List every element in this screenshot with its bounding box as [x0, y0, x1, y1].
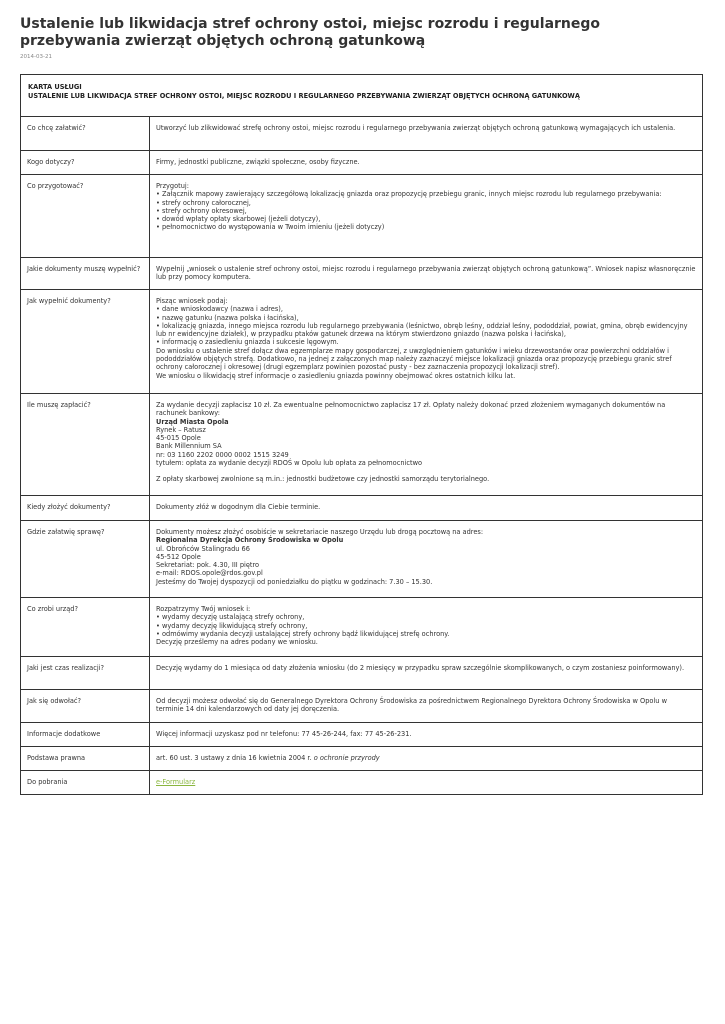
row-appeal — [21, 690, 702, 723]
row-label: Co chcę załatwić? — [21, 117, 150, 150]
row-value — [150, 290, 702, 393]
publish-date: 2014-03-21 — [20, 54, 52, 60]
row-label: Jak wypełnić dokumenty? — [21, 290, 150, 393]
row-info — [21, 723, 702, 747]
row-value: Decyzję wydamy do 1 miesiąca od daty złożenia wniosku (do 2 miesięcy w przypadku spraw szczególnie skomplikowanych, o czym zostaniesz poinformowany). — [156, 664, 685, 672]
row-payment — [21, 394, 702, 496]
list-item: • nazwę gatunku (nazwa polska i łacińska), — [156, 313, 299, 322]
list-item: • strefy ochrony całorocznej, — [156, 198, 251, 207]
office-secretariat: Sekretariat: pok. 4.30, III piętro — [156, 561, 260, 570]
row-value — [150, 598, 702, 656]
service-card — [20, 74, 703, 795]
legal-act-title: o ochronie przyrody — [313, 754, 380, 762]
row-label: Gdzie załatwię sprawę? — [21, 521, 150, 597]
text-line: Rozpatrzymy Twój wniosek i: — [156, 605, 251, 613]
card-header-title: USTALENIE LUB LIKWIDACJA STREF OCHRONY OSTOI, MIEJSC ROZRODU I REGULARNEGO PRZEBYWANIA ZWIERZĄT OBJĘTYCH OCHRONĄ GATUNKOWĄ — [28, 91, 580, 100]
payee-name: Urząd Miasta Opola — [156, 417, 229, 426]
row-how-fill — [21, 290, 702, 394]
row-download — [21, 771, 702, 794]
text-line: Pisząc wniosek podaj: — [156, 297, 228, 305]
text-line: Decyzję prześlemy na adres podany we wniosku. — [156, 638, 318, 647]
bank-name: Bank Millennium SA — [156, 442, 222, 451]
list-item: • wydamy decyzję ustalającą strefy ochrony, — [156, 613, 305, 622]
row-label: Jakie dokumenty muszę wypełnić? — [21, 258, 150, 289]
office-postcode: 45-512 Opole — [156, 552, 201, 561]
row-label: Co zrobi urząd? — [21, 598, 150, 656]
row-value: Więcej informacji uzyskasz pod nr telefonu: 77 45-26-244, fax: 77 45-26-231. — [156, 730, 412, 738]
row-documents — [21, 258, 702, 290]
row-label: Ile muszę zapłacić? — [21, 394, 150, 495]
row-value: Wypełnij „wniosek o ustalenie stref ochrony ostoi, miejsc rozrodu i regularnego przebywania zwierząt objętych ochroną gatunkową”. Wniosek napisz własnoręcznie lub przy pomocy komputera. — [156, 265, 696, 282]
payee-address: Rynek – Ratusz — [156, 425, 206, 434]
where-intro: Dokumenty możesz złożyć osobiście w sekretariacie naszego Urzędu lub drogą pocztową na adres: — [156, 528, 484, 536]
row-label: Kiedy złożyć dokumenty? — [21, 496, 150, 520]
row-label: Jaki jest czas realizacji? — [21, 657, 150, 689]
card-header — [21, 75, 702, 117]
transfer-title: tytułem: opłata za wydanie decyzji RDOŚ w Opolu lub opłata za pełnomocnictwo — [156, 459, 422, 468]
row-when — [21, 496, 702, 521]
list-item: • Załącznik mapowy zawierający szczegółową lokalizację gniazda oraz propozycję przebiegu granic, innych miejsc rozrodu lub regularnego przebywania: — [156, 190, 662, 199]
row-label: Podstawa prawna — [21, 747, 150, 770]
list-item: • odmówimy wydania decyzji ustalającej strefy ochrony bądź likwidującej strefę ochrony. — [156, 629, 450, 638]
office-name: Regionalna Dyrekcja Ochrony Środowiska w Opolu — [156, 536, 344, 545]
row-who — [21, 151, 702, 175]
row-value — [150, 747, 702, 770]
row-value — [150, 175, 702, 257]
fee-exemption: Z opłaty skarbowej zwolnione są m.in.: jednostki budżetowe czy jednostki samorządu terytorialnego. — [156, 475, 490, 484]
list-item: • pełnomocnictwo do występowania w Twoim imieniu (jeżeli dotyczy) — [156, 223, 385, 232]
list-item: • dane wnioskodawcy (nazwa i adres), — [156, 305, 283, 314]
legal-act: art. 60 ust. 3 ustawy z dnia 16 kwietnia 2004 r. — [156, 754, 314, 762]
text-line: We wniosku o likwidację stref informacje o zasiedleniu gniazda powinny obejmować okres ostatnich kilku lat. — [156, 371, 516, 380]
row-value — [150, 771, 702, 794]
row-value — [150, 394, 702, 495]
list-item: • strefy ochrony okresowej, — [156, 206, 247, 215]
row-label: Do pobrania — [21, 771, 150, 794]
e-form-link[interactable]: e-Formularz — [156, 778, 196, 786]
row-label: Informacje dodatkowe — [21, 723, 150, 746]
office-street: ul. Obrońców Stalingradu 66 — [156, 544, 250, 553]
page-title: Ustalenie lub likwidacja stref ochrony ostoi, miejsc rozrodu i regularnego przebywania zwierząt objętych ochroną gatunkową — [20, 16, 601, 49]
row-where — [21, 521, 702, 598]
list-item: • informację o zasiedleniu gniazda i sukcesie lęgowym. — [156, 338, 339, 347]
row-value: Dokumenty złóż w dogodnym dla Ciebie terminie. — [156, 503, 321, 511]
row-time — [21, 657, 702, 690]
office-email: e-mail: RDOS.opole@rdos.gov.pl — [156, 569, 263, 578]
row-value: Firmy, jednostki publiczne, związki społeczne, osoby fizyczne. — [156, 158, 360, 166]
row-label: Co przygotować? — [21, 175, 150, 257]
row-legal-basis — [21, 747, 702, 771]
row-label: Jak się odwołać? — [21, 690, 150, 722]
row-value: Od decyzji możesz odwołać się do Generalnego Dyrektora Ochrony Środowiska za pośrednictwem Regionalnego Dyrektora Ochrony Środowiska w Opolu w terminie 14 dni kalendarzowych od daty jej doręczenia. — [156, 697, 667, 714]
row-prepare — [21, 175, 702, 258]
payee-postcode: 45-015 Opole — [156, 434, 201, 443]
text-line: Do wniosku o ustalenie stref dołącz dwa egzemplarze mapy gospodarczej, z uwzględnieniem gatunków i wieku drzewostanów oraz powierzchni oddziałów i pododdziałów objętych strefą. Dodatkowo, na jednej z załączonych map należy zaznaczyć miejsce lokalizacji gniazda oraz propozycję przebiegu granic stref ochrony całorocznej i okresowej (drugi egzemplarz powinien pozostać pusty - bez zaznaczenia propozycji lokalizacji stref). — [156, 346, 672, 372]
row-label: Kogo dotyczy? — [21, 151, 150, 174]
bank-account: nr: 03 1160 2202 0000 0002 1515 3249 — [156, 450, 289, 459]
list-item: • dowód wpłaty opłaty skarbowej (jeżeli dotyczy), — [156, 215, 321, 224]
card-header-label: KARTA USŁUGI — [28, 83, 82, 91]
list-item: • wydamy decyzję likwidującą strefy ochrony, — [156, 621, 308, 630]
row-what — [21, 117, 702, 151]
payment-intro: Za wydanie decyzji zapłacisz 10 zł. Za ewentualne pełnomocnictwo zapłacisz 17 zł. Opłaty należy dokonać przed złożeniem wymaganych dokumentów na rachunek bankowy: — [156, 401, 666, 418]
row-value — [150, 521, 702, 597]
list-item: • lokalizację gniazda, innego miejsca rozrodu lub regularnego przebywania (leśnictwo, obręb leśny, oddział leśny, pododdział, powiat, gmina, obręb ewidencyjny lub nr ewidencyjne działek), w przypadku ptaków gatunek drzewa na którym stwierdzono gniazdo (nazwa polska i łacińska), — [156, 321, 688, 339]
row-value: Utworzyć lub zlikwidować strefę ochrony ostoi, miejsc rozrodu i regularnego przebywania zwierząt objętych ochroną gatunkową wymagających ich ustalenia. — [156, 124, 676, 132]
text-line: Przygotuj: — [156, 182, 189, 190]
row-office-action — [21, 598, 702, 657]
office-hours: Jesteśmy do Twojej dyspozycji od poniedziałku do piątku w godzinach: 7.30 – 15.30. — [156, 577, 433, 586]
